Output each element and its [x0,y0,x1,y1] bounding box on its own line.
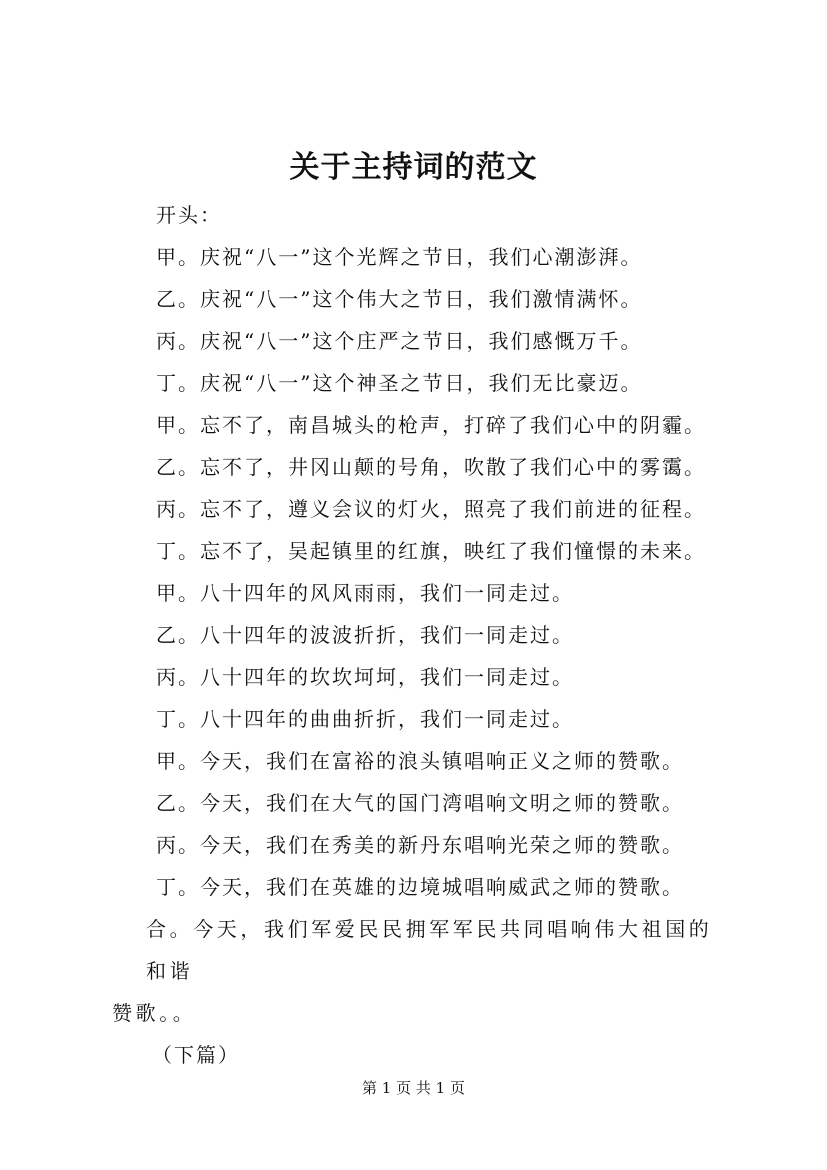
dialogue-line: 乙。八十四年的波波折折，我们一同走过。 [156,623,574,647]
page-footer: 第 1 页 共 1 页 [362,1079,465,1097]
dialogue-line: 甲。庆祝“八一”这个光辉之节日，我们心潮澎湃。 [156,245,643,269]
closing-paragraph [112,908,727,1034]
dialogue-line: 甲。今天，我们在富裕的浪头镇唱响正义之师的赞歌。 [156,749,684,773]
next-section-label: （下篇） [152,1043,240,1067]
document-title: 关于主持词的范文 [289,150,538,185]
closing-line-second: 赞歌。。 [112,1001,197,1025]
dialogue-line: 丁。庆祝“八一”这个神圣之节日，我们无比豪迈。 [156,371,643,395]
dialogue-line: 丙。庆祝“八一”这个庄严之节日，我们感慨万千。 [156,329,643,353]
dialogue-line: 丁。八十四年的曲曲折折，我们一同走过。 [156,707,574,731]
dialogue-line: 甲。八十四年的风风雨雨，我们一同走过。 [156,581,574,605]
section-label: 开头： [156,203,222,227]
document-body [112,194,727,1076]
dialogue-line: 丁。忘不了，吴起镇里的红旗，映红了我们憧憬的未来。 [156,539,706,563]
dialogue-line: 乙。今天，我们在大气的国门湾唱响文明之师的赞歌。 [156,791,684,815]
dialogue-line: 乙。庆祝“八一”这个伟大之节日，我们激情满怀。 [156,287,643,311]
dialogue-line: 乙。忘不了，井冈山颠的号角，吹散了我们心中的雾霭。 [156,455,706,479]
dialogue-line: 丙。今天，我们在秀美的新丹东唱响光荣之师的赞歌。 [156,833,684,857]
dialogue-line: 丁。今天，我们在英雄的边境城唱响威武之师的赞歌。 [156,875,684,899]
dialogue-line: 甲。忘不了，南昌城头的枪声，打碎了我们心中的阴霾。 [156,413,706,437]
dialogue-line: 丙。八十四年的坎坎坷坷，我们一同走过。 [156,665,574,689]
dialogue-line: 丙。忘不了，遵义会议的灯火，照亮了我们前进的征程。 [156,497,706,521]
closing-line-first: 合。今天，我们军爱民民拥军军民共同唱响伟大祖国的和谐 [146,917,713,983]
